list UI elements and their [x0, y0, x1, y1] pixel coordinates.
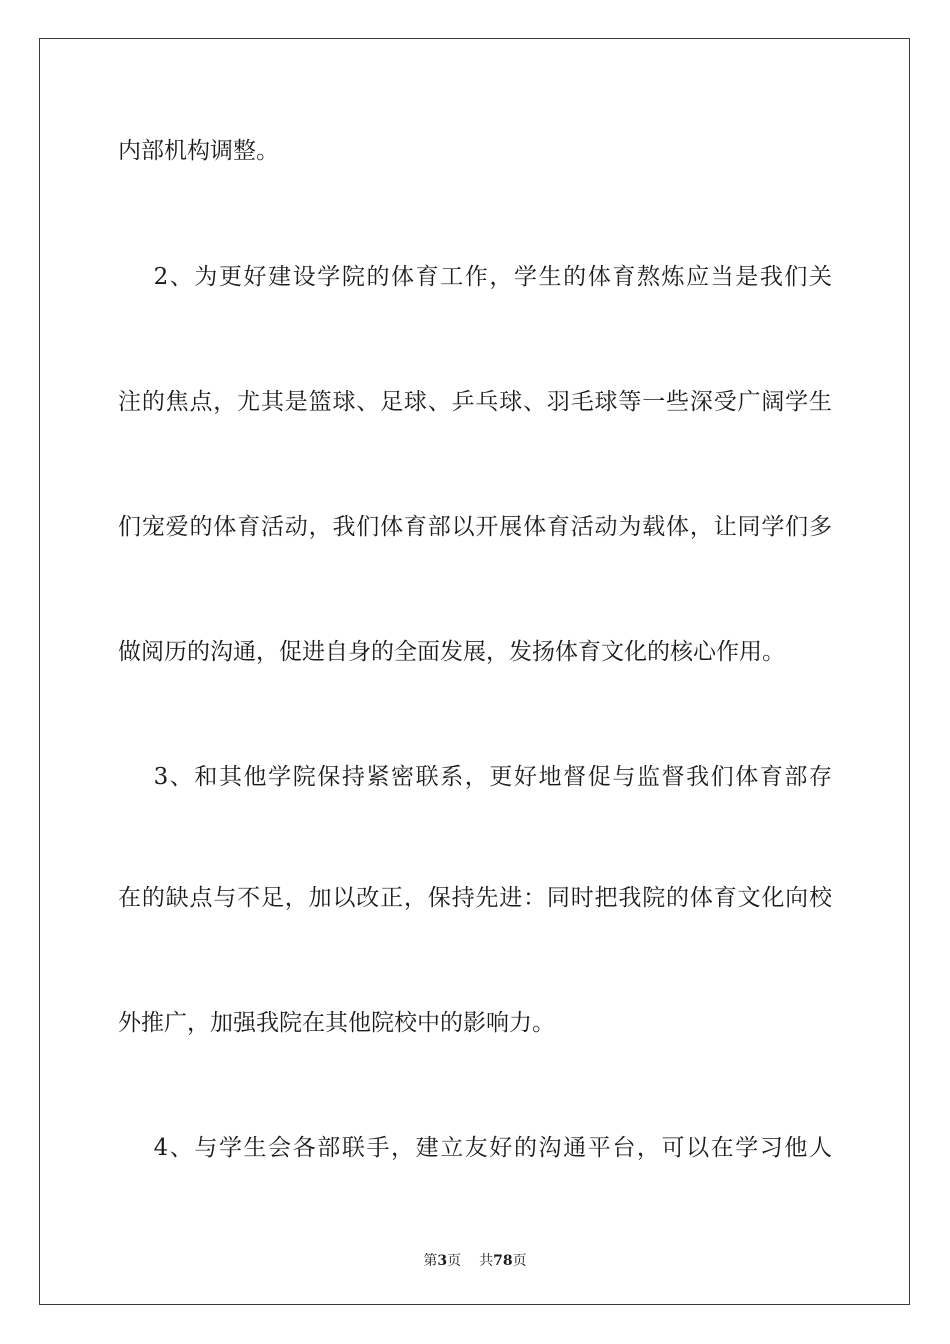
text-line: 内部机构调整。	[118, 138, 279, 164]
text-line: 做阅历的沟通，促进自身的全面发展，发扬体育文化的核心作用。	[118, 639, 785, 665]
total-suffix: 页	[512, 1253, 527, 1269]
total-prefix: 共	[479, 1253, 494, 1269]
text-line: 们宠爱的体育活动，我们体育部以开展体育活动为载体，让同学们多	[118, 514, 832, 540]
total-pages: 78	[493, 1253, 513, 1269]
text-line: 2、为更好建设学院的体育工作，学生的体育熬炼应当是我们关	[118, 264, 832, 290]
page-prefix: 第	[423, 1253, 438, 1269]
text-line: 4、与学生会各部联手，建立友好的沟通平台，可以在学习他人	[118, 1135, 832, 1161]
page-footer	[0, 1250, 950, 1270]
text-line: 3、和其他学院保持紧密联系，更好地督促与监督我们体育部存	[118, 764, 832, 790]
text-line: 在的缺点与不足，加以改正，保持先进：同时把我院的体育文化向校	[118, 885, 832, 911]
text-line: 注的焦点，尤其是篮球、足球、乒乓球、羽毛球等一些深受广阔学生	[118, 389, 832, 415]
page-number: 3	[437, 1253, 448, 1269]
page-suffix: 页	[447, 1253, 462, 1269]
page-border	[39, 38, 910, 1305]
text-line: 外推广，加强我院在其他院校中的影响力。	[118, 1010, 555, 1036]
